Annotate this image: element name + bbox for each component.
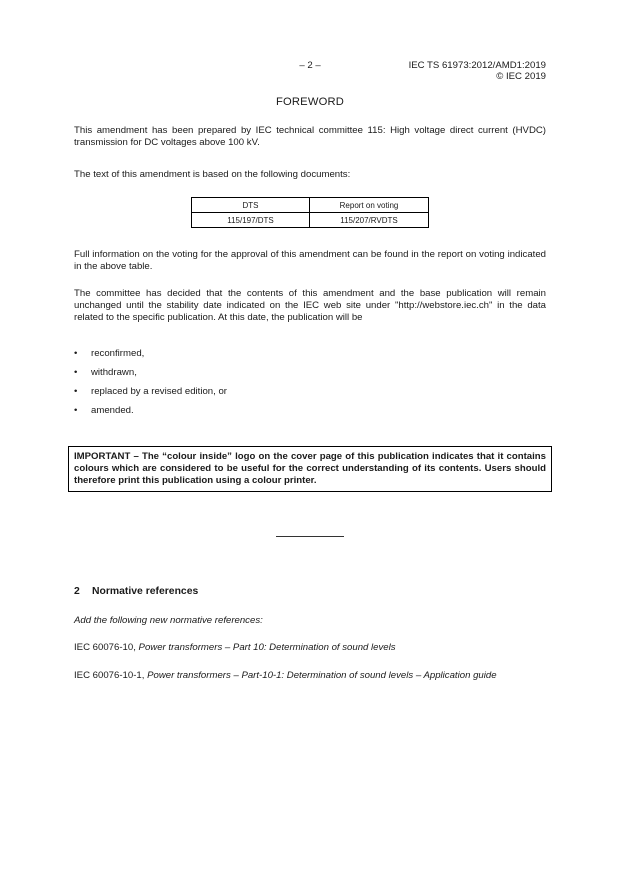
reference-title: Power transformers – Part 10: Determination of sound levels: [138, 642, 396, 653]
bullet-icon: •: [74, 367, 78, 378]
table-header-cell: DTS: [192, 198, 310, 213]
section-heading: [74, 586, 198, 597]
bullet-icon: •: [74, 386, 78, 397]
reference-title: Power transformers – Part-10-1: Determination of sound levels – Application guide: [147, 670, 497, 681]
bullet-icon: •: [74, 348, 78, 359]
voting-table: [191, 197, 429, 228]
table-header-cell: Report on voting: [310, 198, 429, 213]
important-notice: IMPORTANT – The “colour inside” logo on the cover page of this publication indicates that it contains colours which are considered to be useful for the correct understanding of its contents. Users should therefore print this publication using a colour printer.: [68, 446, 552, 492]
foreword-paragraph-3: Full information on the voting for the approval of this amendment can be found in the report on voting indicated in the above table.: [74, 249, 546, 272]
list-item: [74, 367, 546, 379]
list-item: [74, 386, 546, 398]
section-intro: Add the following new normative references:: [74, 615, 263, 626]
list-item-text: replaced by a revised edition, or: [91, 386, 227, 397]
table-cell: 115/207/RVDTS: [310, 213, 429, 228]
list-item-text: amended.: [91, 405, 134, 416]
reference-item: [74, 670, 546, 682]
list-item-text: withdrawn,: [91, 367, 137, 378]
bullet-icon: •: [74, 405, 78, 416]
copyright: © IEC 2019: [496, 71, 546, 82]
reference-item: [74, 642, 546, 654]
foreword-paragraph-1: This amendment has been prepared by IEC technical committee 115: High voltage direct current (HVDC) transmission for DC voltages above 100 kV.: [74, 125, 546, 148]
section-title: Normative references: [92, 586, 199, 597]
separator-rule: [276, 536, 344, 537]
list-item: [74, 405, 546, 417]
table-row: [192, 213, 429, 228]
foreword-title: FOREWORD: [275, 96, 345, 108]
reference-id: IEC 60076-10,: [74, 642, 139, 653]
document-id: IEC TS 61973:2012/AMD1:2019: [408, 60, 546, 71]
list-item-text: reconfirmed,: [91, 348, 145, 359]
foreword-paragraph-4: The committee has decided that the contents of this amendment and the base publication will remain unchanged until the stability date indicated on the IEC web site under "http://webstore.iec.ch" in the data related to the specific publication. At this date, the publication will be: [74, 288, 546, 323]
reference-id: IEC 60076-10-1,: [74, 670, 148, 681]
foreword-paragraph-2: The text of this amendment is based on the following documents:: [74, 169, 351, 180]
section-number: 2: [74, 586, 80, 597]
list-item: [74, 348, 546, 360]
table-header-row: [192, 198, 429, 213]
table-cell: 115/197/DTS: [192, 213, 310, 228]
page-number: – 2 –: [299, 60, 321, 71]
